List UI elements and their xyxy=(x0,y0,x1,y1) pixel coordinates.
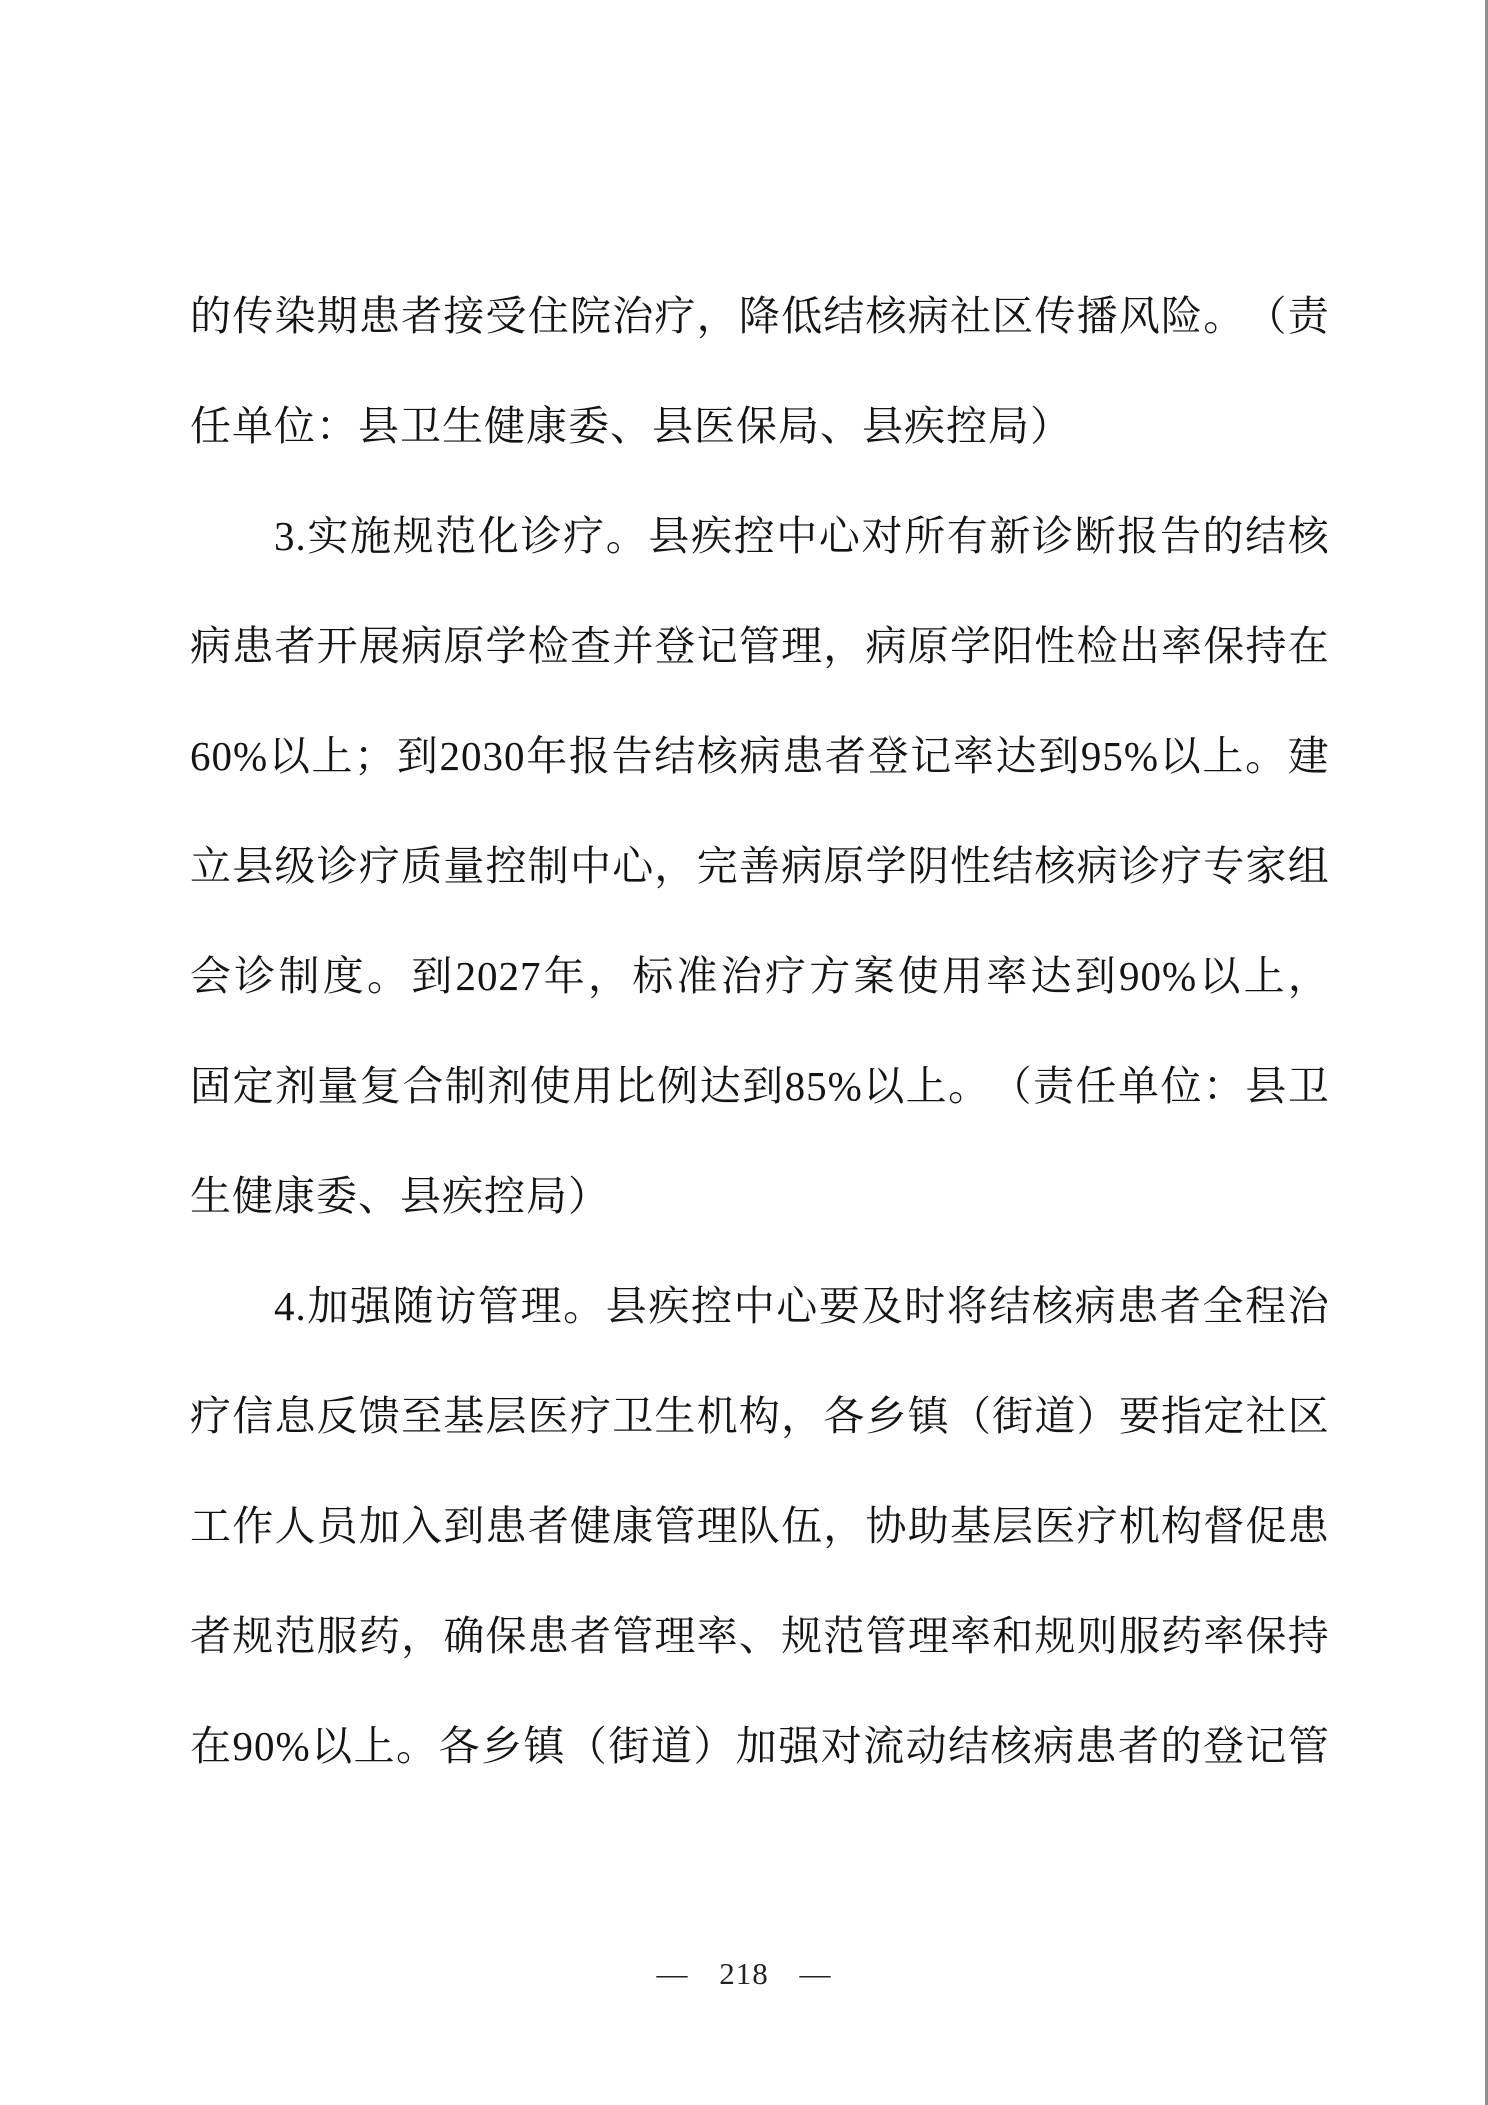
text-line: 者 规 范 服 药 ， 确 保 患 者 管 理 率 、 规 范 管 理 率 和 规 则 服 药 率 保 持 xyxy=(190,1613,1330,1659)
text-line: 会 诊 制 度 。 到 2027 年 ， 标 准 治 疗 方 案 使 用 率 达 到 90% 以 上 ， xyxy=(190,953,1330,999)
page-number: — 218 — xyxy=(656,1956,832,1991)
text-line: 3. 实 施 规 范 化 诊 疗 。 县 疾 控 中 心 对 所 有 新 诊 断 报 告 的 结 核 xyxy=(274,513,1330,559)
text-line: 的 传 染 期 患 者 接 受 住 院 治 疗 ， 降 低 结 核 病 社 区 传 播 风 险 。 （ 责 xyxy=(190,293,1330,339)
text-line: 工 作 人 员 加 入 到 患 者 健 康 管 理 队 伍 ， 协 助 基 层 医 疗 机 构 督 促 患 xyxy=(190,1503,1330,1549)
text-line: 4. 加 强 随 访 管 理 。 县 疾 控 中 心 要 及 时 将 结 核 病 患 者 全 程 治 xyxy=(274,1283,1330,1329)
text-line: 生健康委、县疾控局） xyxy=(190,1173,610,1219)
text-line: 疗 信 息 反 馈 至 基 层 医 疗 卫 生 机 构 ， 各 乡 镇 （ 街 道 ） 要 指 定 社 区 xyxy=(190,1393,1330,1439)
text-line: 任单位：县卫生健康委、县医保局、县疾控局） xyxy=(190,403,1072,449)
text-line: 病 患 者 开 展 病 原 学 检 查 并 登 记 管 理 ， 病 原 学 阳 性 检 出 率 保 持 在 xyxy=(190,623,1330,669)
body-text xyxy=(190,261,1330,1801)
text-line: 60% 以 上 ； 到 2030 年 报 告 结 核 病 患 者 登 记 率 达 到 95% 以 上 。 建 xyxy=(190,733,1330,779)
text-line: 在 90% 以 上 。 各 乡 镇 （ 街 道 ） 加 强 对 流 动 结 核 病 患 者 的 登 记 管 xyxy=(190,1723,1330,1769)
text-line: 立 县 级 诊 疗 质 量 控 制 中 心 ， 完 善 病 原 学 阴 性 结 核 病 诊 疗 专 家 组 xyxy=(190,843,1330,889)
text-line: 固 定 剂 量 复 合 制 剂 使 用 比 例 达 到 85% 以 上 。 （ 责 任 单 位 ： 县 卫 xyxy=(190,1063,1330,1109)
